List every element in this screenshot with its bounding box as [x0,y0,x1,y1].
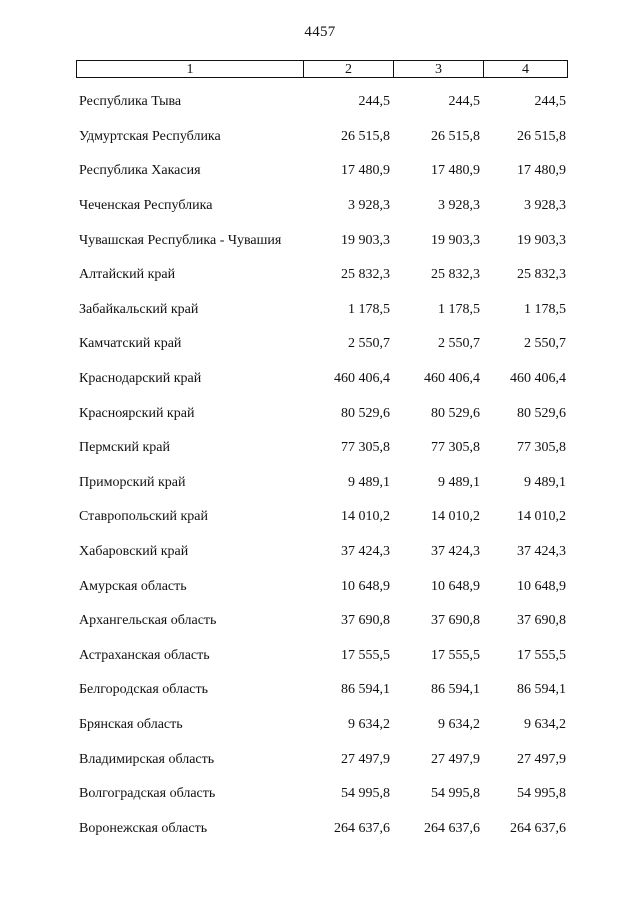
table-row [76,189,568,224]
value-column-3: 37 690,8 [431,613,480,629]
table-row [76,500,568,535]
value-column-4: 2 550,7 [524,336,566,352]
value-column-2: 26 515,8 [341,128,390,144]
region-name: Пермский край [79,440,170,456]
region-name: Удмуртская Республика [79,128,221,144]
table-row [76,431,568,466]
region-name: Амурская область [79,578,187,594]
value-column-4: 77 305,8 [517,440,566,456]
value-column-2: 9 489,1 [348,474,390,490]
value-column-3: 54 995,8 [431,786,480,802]
table-row [76,223,568,258]
table-header-row [76,60,568,78]
value-column-3: 3 928,3 [438,198,480,214]
table-row [76,154,568,189]
table-row [76,85,568,120]
value-column-4: 14 010,2 [517,509,566,525]
region-name: Ставропольский край [79,509,208,525]
value-column-3: 26 515,8 [431,128,480,144]
value-column-3: 86 594,1 [431,682,480,698]
value-column-2: 17 480,9 [341,163,390,179]
value-column-2: 80 529,6 [341,405,390,421]
value-column-2: 17 555,5 [341,647,390,663]
value-column-3: 19 903,3 [431,232,480,248]
column-header-4: 4 [483,61,567,77]
value-column-3: 1 178,5 [438,301,480,317]
value-column-3: 27 497,9 [431,751,480,767]
table-body [76,85,568,846]
value-column-4: 1 178,5 [524,301,566,317]
table-row [76,362,568,397]
value-column-4: 54 995,8 [517,786,566,802]
region-name: Красноярский край [79,405,195,421]
value-column-2: 460 406,4 [334,371,390,387]
table-row [76,708,568,743]
value-column-3: 77 305,8 [431,440,480,456]
value-column-2: 10 648,9 [341,578,390,594]
value-column-4: 17 480,9 [517,163,566,179]
value-column-3: 10 648,9 [431,578,480,594]
value-column-4: 17 555,5 [517,647,566,663]
value-column-4: 37 690,8 [517,613,566,629]
region-name: Республика Тыва [79,94,182,110]
value-column-3: 9 634,2 [438,716,480,732]
value-column-4: 10 648,9 [517,578,566,594]
value-column-3: 37 424,3 [431,544,480,560]
column-header-1: 1 [186,61,194,77]
value-column-3: 9 489,1 [438,474,480,490]
table-row [76,396,568,431]
region-name: Чеченская Республика [79,198,213,214]
region-name: Владимирская область [79,751,215,767]
value-column-4: 86 594,1 [517,682,566,698]
value-column-3: 17 480,9 [431,163,480,179]
table-row [76,777,568,812]
value-column-3: 460 406,4 [424,371,480,387]
value-column-2: 25 832,3 [341,267,390,283]
value-column-2: 86 594,1 [341,682,390,698]
value-column-3: 25 832,3 [431,267,480,283]
value-column-3: 17 555,5 [431,647,480,663]
region-name: Волгоградская область [79,786,216,802]
column-header-3: 3 [393,61,483,77]
value-column-2: 27 497,9 [341,751,390,767]
value-column-2: 14 010,2 [341,509,390,525]
region-name: Забайкальский край [79,301,199,317]
table-row [76,466,568,501]
region-name: Астраханская область [79,647,210,663]
region-name: Краснодарский край [79,371,202,387]
table-row [76,604,568,639]
value-column-2: 264 637,6 [334,820,390,836]
value-column-4: 25 832,3 [517,267,566,283]
value-column-4: 244,5 [534,94,566,110]
value-column-2: 244,5 [358,94,390,110]
region-name: Белгородская область [79,682,209,698]
value-column-2: 19 903,3 [341,232,390,248]
table-row [76,327,568,362]
table-row [76,120,568,155]
value-column-2: 2 550,7 [348,336,390,352]
value-column-4: 26 515,8 [517,128,566,144]
value-column-3: 2 550,7 [438,336,480,352]
value-column-4: 80 529,6 [517,405,566,421]
table-row [76,535,568,570]
table-row [76,742,568,777]
value-column-2: 37 424,3 [341,544,390,560]
region-name: Чувашская Республика - Чувашия [79,232,282,248]
region-name: Республика Хакасия [79,163,201,179]
column-header-2: 2 [303,61,393,77]
value-column-3: 244,5 [448,94,480,110]
region-name: Алтайский край [79,267,176,283]
value-column-4: 37 424,3 [517,544,566,560]
value-column-3: 80 529,6 [431,405,480,421]
page-number: 4457 [304,24,336,40]
region-name: Приморский край [79,474,186,490]
region-name: Камчатский край [79,336,182,352]
value-column-2: 3 928,3 [348,198,390,214]
value-column-2: 37 690,8 [341,613,390,629]
table-row [76,811,568,846]
table-row [76,569,568,604]
region-name: Воронежская область [79,820,208,836]
value-column-4: 3 928,3 [524,198,566,214]
value-column-3: 14 010,2 [431,509,480,525]
value-column-3: 264 637,6 [424,820,480,836]
table-row [76,673,568,708]
value-column-4: 19 903,3 [517,232,566,248]
value-column-2: 77 305,8 [341,440,390,456]
value-column-2: 1 178,5 [348,301,390,317]
value-column-4: 9 489,1 [524,474,566,490]
table-row [76,258,568,293]
value-column-4: 27 497,9 [517,751,566,767]
value-column-2: 54 995,8 [341,786,390,802]
value-column-4: 264 637,6 [510,820,566,836]
table-row [76,639,568,674]
region-name: Архангельская область [79,613,217,629]
value-column-4: 460 406,4 [510,371,566,387]
value-column-2: 9 634,2 [348,716,390,732]
table-row [76,293,568,328]
region-name: Хабаровский край [79,544,189,560]
region-name: Брянская область [79,716,183,732]
value-column-4: 9 634,2 [524,716,566,732]
